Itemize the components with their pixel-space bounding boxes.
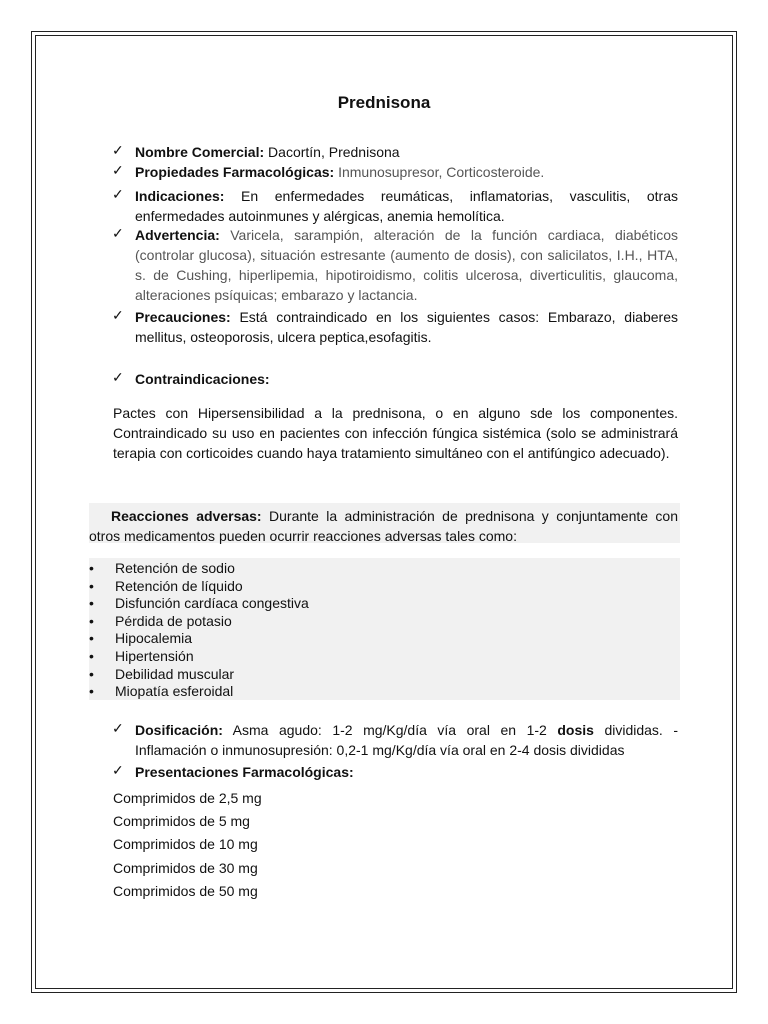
list-item: Comprimidos de 5 mg xyxy=(113,813,250,830)
list-item: Comprimidos de 10 mg xyxy=(113,836,258,853)
presentaciones-list xyxy=(113,788,262,904)
bullet-icon: • xyxy=(89,683,94,700)
page-title: Prednisona xyxy=(337,93,431,112)
item-contraindicaciones xyxy=(135,369,678,389)
bullet-icon: • xyxy=(89,595,94,612)
item-text: Dacortín, Prednisona xyxy=(264,144,400,160)
check-icon: ✓ xyxy=(112,720,124,736)
bullet-icon: • xyxy=(89,665,94,682)
list-item-text: Pérdida de potasio xyxy=(115,612,232,629)
list-item-text: Disfunción cardíaca congestiva xyxy=(115,595,309,612)
list-item-text: Hipocalemia xyxy=(115,630,193,647)
list-item xyxy=(89,578,309,596)
list-item xyxy=(89,630,309,648)
item-advertencia xyxy=(135,225,678,305)
list-item-text: Retención de sodio xyxy=(115,560,235,576)
item-label: Precauciones: xyxy=(135,309,231,325)
item-text: En enfermedades reumáticas, inflamatorias, vasculitis, otras enfermedades autoinmunes y alérgicas, anemia hemolítica. xyxy=(135,188,678,224)
item-label: Presentaciones Farmacológicas: xyxy=(135,764,354,780)
item-text: Inmunosupresor, Corticosteroide. xyxy=(334,164,545,180)
bullet-icon: • xyxy=(89,577,94,594)
reacciones-label: Reacciones adversas: xyxy=(111,508,262,524)
item-indicaciones xyxy=(135,186,678,226)
list-item-text: Hipertensión xyxy=(115,647,194,664)
check-icon: ✓ xyxy=(112,186,124,202)
list-item: Comprimidos de 50 mg xyxy=(113,882,258,899)
item-text: Está contraindicado en los siguientes casos: Embarazo, diaberes mellitus, osteoporosis, ulcera peptica,esofagitis. xyxy=(135,309,678,345)
bullet-icon: • xyxy=(89,647,94,664)
item-text: divididas. - Inflamación o inmunosupresión: 0,2-1 mg/Kg/día vía oral en 2-4 dosis divididas xyxy=(135,722,678,758)
check-icon: ✓ xyxy=(112,142,124,158)
item-label: Dosificación: xyxy=(135,722,223,738)
item-presentaciones xyxy=(135,762,678,782)
item-bold-word: dosis xyxy=(557,722,594,738)
list-item xyxy=(89,683,309,701)
list-item xyxy=(89,560,309,578)
item-label: Advertencia: xyxy=(135,227,220,243)
check-icon: ✓ xyxy=(112,225,124,241)
item-text: Varicela, sarampión, alteración de la función cardiaca, diabéticos (controlar glucosa), situación estresante (aumento de dosis), con salicilatos, I.H., HTA, s. de Cushing, hiperlipemia, hipotiroidismo, colitis ulcerosa, diverticulitis, glaucoma, alteraciones psíquicas; embarazo y lactancia. xyxy=(135,227,678,303)
item-label: Propiedades Farmacológicas: xyxy=(135,164,335,180)
item-nombre-comercial xyxy=(135,142,678,162)
check-icon: ✓ xyxy=(112,307,124,323)
item-propiedades xyxy=(135,162,678,182)
reacciones-list xyxy=(89,560,309,701)
contraindicaciones-paragraph: Pactes con Hipersensibilidad a la prednisona, o en alguno sde los componentes. Contraindicado su uso en pacientes con infección fúngica sistémica (solo se administrará terapia con corticoides cuando haya tratamiento simultáneo con el antifúngico adecuado). xyxy=(113,405,678,461)
bullet-icon: • xyxy=(89,612,94,629)
list-item xyxy=(89,648,309,666)
list-item-text: Retención de líquido xyxy=(115,577,243,594)
list-item: Comprimidos de 2,5 mg xyxy=(113,790,262,806)
item-label: Nombre Comercial: xyxy=(135,144,265,160)
reacciones-text: Durante la administración de prednisona y conjuntamente con otros medicamentos pueden ocurrir reacciones adversas tales como: xyxy=(89,508,679,544)
list-item xyxy=(89,666,309,684)
item-dosificacion xyxy=(135,720,678,760)
reacciones-paragraph xyxy=(89,506,678,546)
list-item xyxy=(89,613,309,631)
check-icon: ✓ xyxy=(112,369,124,385)
check-icon: ✓ xyxy=(112,762,124,778)
list-item-text: Miopatía esferoidal xyxy=(115,683,234,700)
bullet-icon: • xyxy=(89,560,94,576)
list-item xyxy=(89,595,309,613)
list-item-text: Debilidad muscular xyxy=(115,665,235,682)
list-item: Comprimidos de 30 mg xyxy=(113,859,258,876)
item-text: Asma agudo: 1-2 mg/Kg/día vía oral en 1-2 xyxy=(222,722,558,738)
item-precauciones xyxy=(135,307,678,347)
item-label: Indicaciones: xyxy=(135,188,225,204)
check-icon: ✓ xyxy=(112,162,124,178)
bullet-icon: • xyxy=(89,630,94,647)
item-label: Contraindicaciones: xyxy=(135,371,270,387)
